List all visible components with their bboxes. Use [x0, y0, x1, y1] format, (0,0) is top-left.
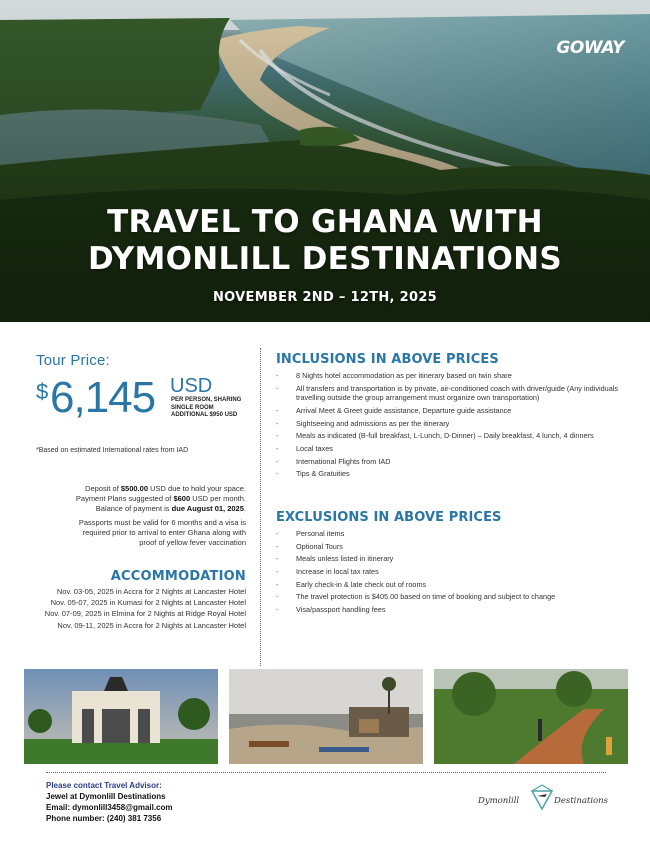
balance-line: [36, 504, 246, 514]
hero-banner: [0, 0, 650, 322]
village-road-photo: [434, 669, 628, 764]
arch-monument-photo: [24, 669, 218, 764]
price-note: [171, 397, 281, 420]
list-item: - Meals unless listed in itinerary: [276, 554, 626, 564]
currency-symbol: $: [36, 379, 49, 404]
estimate-note: *Based on estimated International rates from IAD: [36, 447, 189, 454]
list-item: - Personal items: [276, 529, 626, 539]
balance-date: due August 01, 2025: [171, 504, 244, 513]
title-line-1: TRAVEL TO GHANA WITH: [107, 204, 543, 240]
list-item: - Increase in local tax rates: [276, 567, 626, 577]
inclusions-heading: INCLUSIONS IN ABOVE PRICES: [276, 352, 499, 367]
price-currency: USD: [170, 375, 213, 397]
price-amount: 6,145: [50, 373, 156, 422]
column-divider: [260, 348, 261, 666]
list-item: - Sightseeing and admissions as per the itinerary: [276, 419, 626, 429]
list-item: - Tips & Gratuities: [276, 469, 626, 479]
list-item: - Arrival Meet & Greet guide assistance, Departure guide assistance: [276, 406, 626, 416]
list-item: - Optional Tours: [276, 542, 626, 552]
exclusions-heading: EXCLUSIONS IN ABOVE PRICES: [276, 510, 502, 525]
contact-heading: Please contact Travel Advisor:: [46, 781, 162, 790]
price-block: [36, 375, 248, 437]
text: USD due to hold your space.: [148, 484, 246, 493]
text: USD per month.: [190, 494, 246, 503]
exclusions-list: [276, 529, 626, 618]
phone-text[interactable]: Phone number: (240) 381 7356: [46, 814, 162, 823]
footer-divider: [46, 772, 606, 773]
accommodation-item: Nov. 07-09, 2025 in Elmina for 2 Nights at Ridge Royal Hotel: [44, 609, 246, 619]
passport-line: proof of yellow fever vaccination: [139, 538, 246, 547]
passport-line: required prior to arrival to enter Ghana along with: [82, 528, 246, 537]
price-note-line: PER PERSON, SHARING: [171, 397, 242, 403]
payment-terms: [36, 484, 246, 514]
contact-block: [46, 780, 173, 824]
accommodation-item: Nov. 03-05, 2025 in Accra for 2 Nights at Lancaster Hotel: [56, 587, 246, 596]
plan-amount: $600: [173, 494, 191, 503]
list-item: - 8 Nights hotel accommodation as per itinerary based on twin share: [276, 371, 626, 381]
diamond-plane-icon: [528, 783, 556, 811]
text: Payment Plans suggested of: [75, 494, 174, 503]
list-item: - The travel protection is $405.00 based on time of booking and subject to change: [276, 592, 626, 602]
list-item: - Visa/passport handling fees: [276, 605, 626, 615]
passport-note: [36, 518, 246, 548]
passport-line: Passports must be valid for 6 months and a visa is: [78, 518, 246, 527]
email-text[interactable]: Email: dymonlill3458@gmail.com: [46, 803, 173, 812]
accommodation-item: Nov. 05-07, 2025 in Kumasi for 2 Nights at Lancaster Hotel: [50, 598, 246, 608]
deposit-line: [36, 484, 246, 494]
list-item: - Local taxes: [276, 444, 626, 454]
price-note-line: ADDITIONAL $950 USD: [171, 412, 238, 418]
list-item: - Early check-in & late check out of rooms: [276, 580, 626, 590]
goway-logo: GOWAY: [556, 38, 624, 58]
dymonlill-logo: [478, 783, 608, 817]
accommodation-heading: ACCOMMODATION: [110, 569, 246, 584]
text: .: [243, 504, 246, 513]
page-title: [0, 204, 650, 278]
accommodation-item: Nov. 09-11, 2025 in Accra for 2 Nights at Lancaster Hotel: [57, 620, 246, 630]
list-item: - Meals as indicated (B-full breakfast, L-Lunch, D-Dinner) – Daily breakfast, 4 lunch, 4 dinners: [276, 431, 626, 441]
coastal-village-photo: [229, 669, 423, 764]
logo-text-right: Destinations: [554, 796, 608, 806]
advisor-name: Jewel at Dymonlill Destinations: [46, 792, 166, 801]
text: Deposit of: [85, 484, 121, 493]
text: Balance of payment is: [95, 504, 172, 513]
plan-line: [36, 494, 246, 504]
tour-dates: NOVEMBER 2ND – 12TH, 2025: [212, 290, 438, 305]
title-line-2: DYMONLILL DESTINATIONS: [87, 241, 562, 277]
list-item: - International Flights from IAD: [276, 457, 626, 467]
pricing-section: [36, 352, 248, 454]
deposit-amount: $500.00: [120, 484, 149, 493]
tour-price-label: Tour Price:: [36, 352, 110, 369]
price-note-line: SINGLE ROOM: [171, 404, 214, 411]
accommodation-list: [30, 586, 246, 631]
inclusions-list: [276, 371, 626, 482]
list-item: - All transfers and transportation is by private, air-conditioned coach with driver/guide (Any individuals travelling outside the group arrangement must organize own transportation): [276, 384, 626, 403]
logo-text-left: Dymonlill: [478, 796, 520, 806]
